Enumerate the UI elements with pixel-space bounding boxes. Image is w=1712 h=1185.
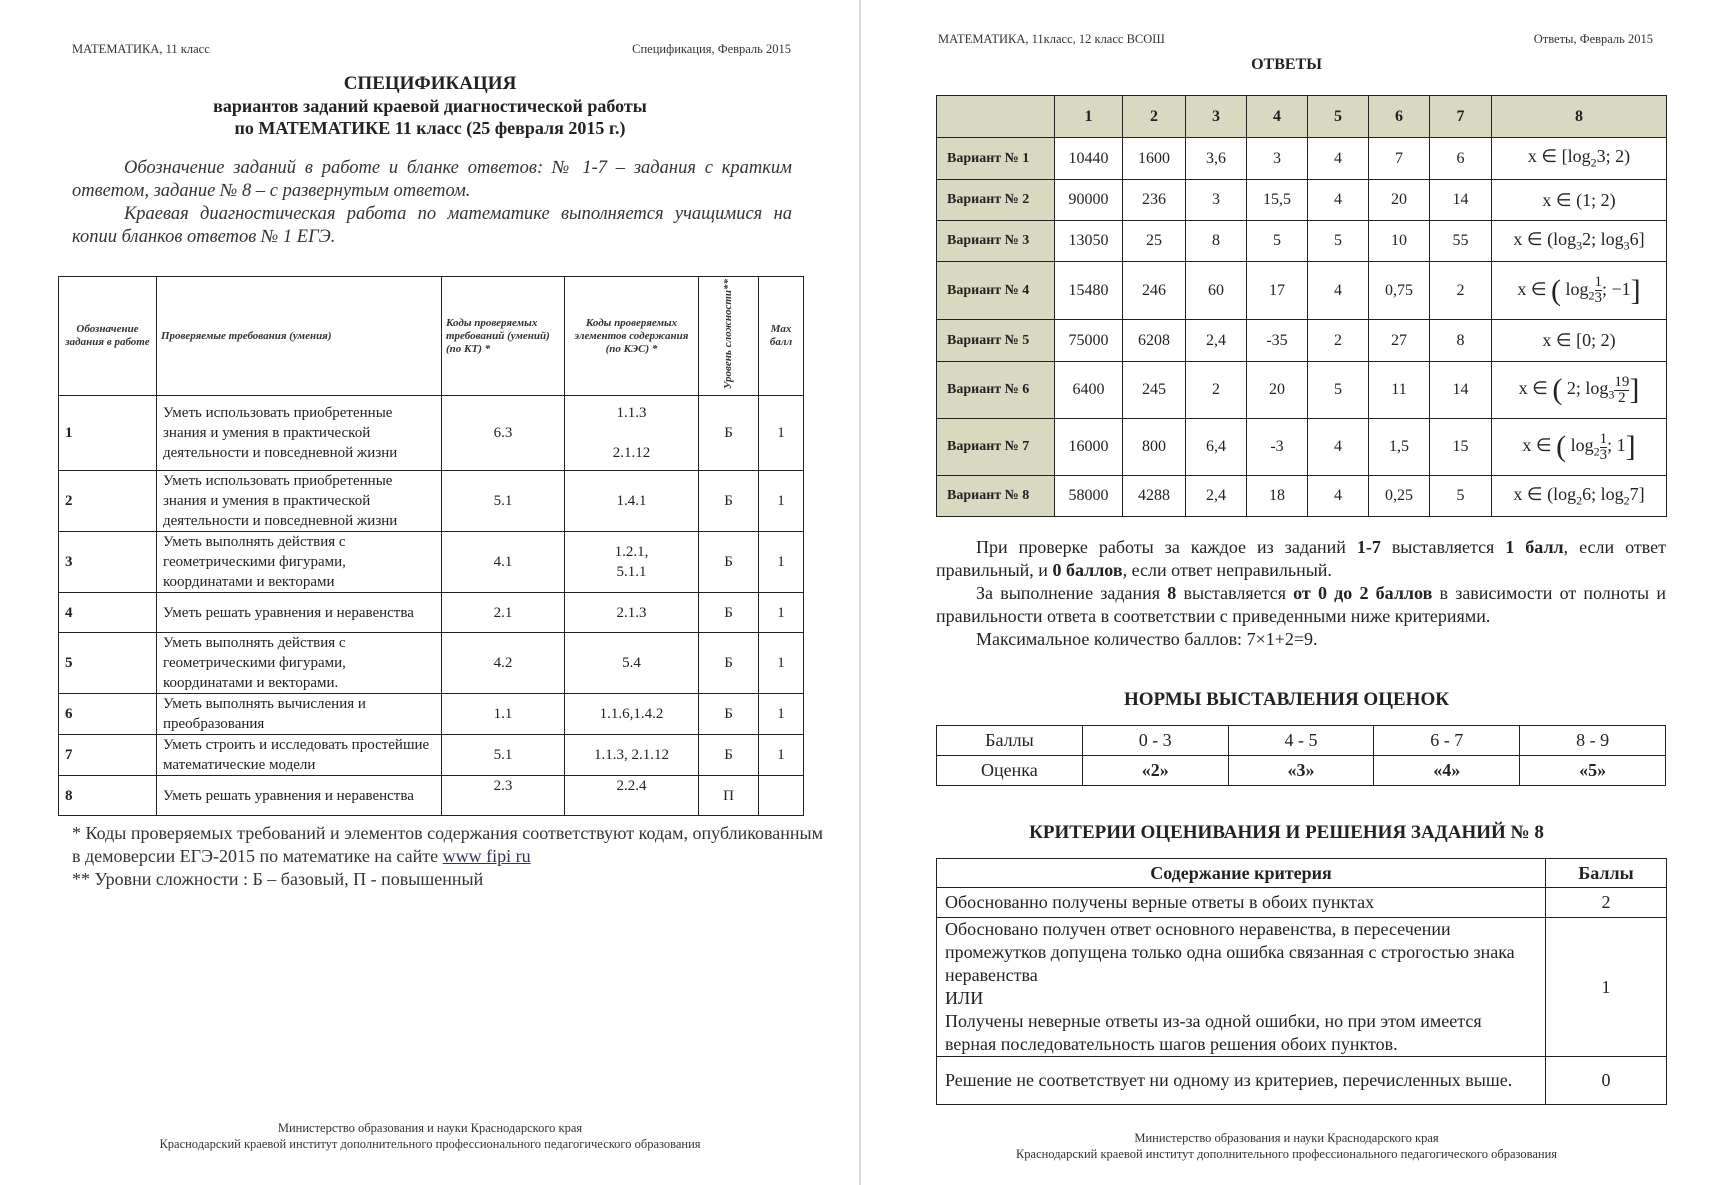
variant-label: Вариант № 8	[937, 476, 1055, 517]
table-cell: 4	[59, 593, 157, 633]
answer-cell: 14	[1430, 362, 1492, 419]
table-cell: 6.3	[442, 396, 565, 471]
answer-cell: 2	[1186, 362, 1247, 419]
math-expression	[1517, 273, 1641, 307]
math-text: ; 1	[1607, 435, 1626, 456]
scoring-paragraph	[936, 582, 1666, 628]
text: выставляется	[1176, 583, 1294, 603]
col-header: Max балл	[759, 277, 804, 396]
answer-cell: 0,25	[1369, 476, 1430, 517]
footer-line: Краснодарский краевой институт дополнительного профессионального педагогического образования	[159, 1137, 701, 1151]
math-text: 2; log	[1582, 228, 1624, 249]
table-cell: 4.1	[442, 532, 565, 593]
text: 1 балл	[1505, 537, 1564, 557]
spec-table	[58, 276, 804, 816]
math-text: x ∈ (log	[1513, 228, 1577, 249]
math-text: 2; log	[1562, 378, 1609, 399]
table-cell: Уметь выполнять вычисления и преобразования	[157, 694, 442, 735]
answer-cell: 6400	[1055, 362, 1123, 419]
footnote-text: * Коды проверяемых требований и элементов содержания соответствуют кодам, опубликованным в демоверсии ЕГЭ-2015 по математике на сайте	[72, 823, 824, 866]
answer-cell: 246	[1123, 262, 1186, 320]
answer-row	[937, 138, 1667, 180]
answer-cell: 58000	[1055, 476, 1123, 517]
title-line: вариантов заданий краевой диагностической работы	[213, 96, 647, 116]
math-expression	[1542, 330, 1615, 350]
table-row	[59, 776, 804, 816]
text: в зависимости от полноты и правильности ответа в соответствии с приведенными ниже критериями.	[936, 583, 1666, 626]
text: , если ответ правильный, и	[936, 537, 1666, 580]
text: За выполнение задания	[976, 583, 1168, 603]
grades-cell: «5»	[1520, 756, 1666, 786]
answers-table	[936, 95, 1667, 517]
grades-cell: 6 - 7	[1374, 726, 1520, 756]
spec-title	[0, 73, 860, 139]
answer-8-cell	[1492, 180, 1667, 221]
math-subscript: 2	[1588, 288, 1595, 303]
grades-row	[937, 726, 1666, 756]
table-cell: Б	[699, 694, 759, 735]
criteria-text	[937, 888, 1546, 918]
math-text: 3; 2)	[1596, 146, 1631, 167]
criteria-text	[937, 1057, 1546, 1105]
table-cell: 2.2.4	[565, 776, 699, 816]
criteria-line: Решение не соответствует ни одному из критериев, перечисленных выше.	[945, 1070, 1513, 1090]
table-cell: 1	[759, 396, 804, 471]
answer-8-cell	[1492, 262, 1667, 320]
variant-label: Вариант № 7	[937, 419, 1055, 476]
answer-cell: 0,75	[1369, 262, 1430, 320]
answer-cell: 6,4	[1186, 419, 1247, 476]
answer-cell: 236	[1123, 180, 1186, 221]
math-text: ; −1	[1602, 278, 1631, 299]
answer-cell: 17	[1247, 262, 1308, 320]
math-text: x ∈	[1522, 435, 1557, 456]
answer-cell: 15	[1430, 419, 1492, 476]
answer-cell: 75000	[1055, 320, 1123, 362]
answer-cell: 1600	[1123, 138, 1186, 180]
table-cell: 2	[59, 471, 157, 532]
table-cell: 1	[759, 735, 804, 776]
table-cell: Уметь использовать приобретенные знания и умения в практической деятельности и повседневной жизни	[157, 396, 442, 471]
intro	[72, 157, 792, 249]
grades-cell: 8 - 9	[1520, 726, 1666, 756]
math-subscript: 2	[1593, 444, 1600, 459]
col-header	[699, 277, 759, 396]
grades-cell: Оценка	[937, 756, 1083, 786]
answer-row	[937, 476, 1667, 517]
math-bracket: ]	[1629, 373, 1640, 406]
footnote-levels: ** Уровни сложности : Б – базовый, П - повышенный	[72, 869, 484, 889]
answers-title: ОТВЕТЫ	[1251, 56, 1322, 73]
table-cell: Уметь выполнять действия с геометрическими фигурами, координатами и векторами.	[157, 633, 442, 694]
scoring-text	[936, 536, 1666, 651]
math-text: log	[1561, 278, 1589, 299]
answer-cell: 14	[1430, 180, 1492, 221]
col-header: 5	[1308, 96, 1369, 138]
col-header: 4	[1247, 96, 1308, 138]
answer-cell: 6	[1430, 138, 1492, 180]
answer-cell: 4	[1308, 262, 1369, 320]
text: 1-7	[1356, 537, 1381, 557]
answer-cell: 2	[1308, 320, 1369, 362]
answer-cell: 245	[1123, 362, 1186, 419]
fipi-link[interactable]: www fipi ru	[442, 846, 531, 866]
header-right: Ответы, Февраль 2015	[1533, 32, 1653, 46]
math-subscript: 2	[1576, 493, 1583, 508]
table-row	[59, 396, 804, 471]
math-bracket: ]	[1630, 273, 1641, 307]
table-cell: 4.2	[442, 633, 565, 694]
table-cell: 2.1.3	[565, 593, 699, 633]
table-cell: Б	[699, 735, 759, 776]
answer-cell: 1,5	[1369, 419, 1430, 476]
answer-cell: 11	[1369, 362, 1430, 419]
grades-table	[936, 725, 1666, 786]
table-cell: 3	[59, 532, 157, 593]
answer-cell: -3	[1247, 419, 1308, 476]
math-text: log	[1566, 435, 1594, 456]
math-fraction	[1614, 375, 1629, 406]
grades-cell: 0 - 3	[1082, 726, 1228, 756]
page-divider	[859, 0, 861, 1185]
math-text: 6]	[1629, 228, 1645, 249]
col-header: 1	[1055, 96, 1123, 138]
table-cell: Б	[699, 593, 759, 633]
table-row	[59, 593, 804, 633]
math-expression	[1513, 228, 1645, 253]
text: 8	[1167, 583, 1177, 603]
answer-cell: 20	[1369, 180, 1430, 221]
table-cell: 8	[59, 776, 157, 816]
col-header	[937, 96, 1055, 138]
math-subscript: 2	[1623, 493, 1630, 508]
col-header: 7	[1430, 96, 1492, 138]
numerator: 1	[1599, 430, 1608, 447]
title-line: по МАТЕМАТИКЕ 11 класс (25 февраля 2015 г.)	[234, 118, 626, 138]
answer-cell: 25	[1123, 221, 1186, 262]
table-cell: 1	[759, 633, 804, 694]
table-cell: 1	[59, 396, 157, 471]
criteria-points: 1	[1546, 918, 1667, 1057]
math-text: x ∈	[1517, 278, 1551, 299]
table-cell: Б	[699, 396, 759, 471]
math-fraction	[1600, 432, 1608, 463]
header-left: МАТЕМАТИКА, 11 класс	[72, 42, 210, 56]
col-header: 3	[1186, 96, 1247, 138]
answer-row	[937, 262, 1667, 320]
answer-8-cell	[1492, 419, 1667, 476]
answer-cell: 2	[1430, 262, 1492, 320]
math-bracket: (	[1552, 373, 1563, 406]
grades-cell: «4»	[1374, 756, 1520, 786]
table-cell: 1	[759, 471, 804, 532]
footnotes	[72, 822, 832, 891]
numerator: 1	[1594, 274, 1603, 290]
answer-cell: 5	[1308, 221, 1369, 262]
table-cell: 5.4	[565, 633, 699, 694]
answer-cell: 800	[1123, 419, 1186, 476]
table-cell: Б	[699, 471, 759, 532]
math-expression	[1527, 146, 1631, 170]
answer-cell: 4	[1308, 419, 1369, 476]
criteria-row	[937, 1057, 1667, 1105]
answer-8-cell	[1492, 320, 1667, 362]
table-cell: 1.1	[442, 694, 565, 735]
criteria-text	[937, 918, 1546, 1057]
math-subscript: 3	[1576, 238, 1583, 253]
math-bracket: (	[1551, 273, 1561, 307]
answer-8-cell	[1492, 476, 1667, 517]
col-header: Коды проверяемых требований (умений) (по КТ) *	[442, 277, 565, 396]
answer-row	[937, 419, 1667, 476]
scoring-paragraph	[936, 536, 1666, 582]
variant-label: Вариант № 2	[937, 180, 1055, 221]
math-bracket: (	[1556, 430, 1567, 463]
math-expression	[1542, 190, 1615, 210]
text: от 0 до 2 баллов	[1293, 583, 1433, 603]
math-subscript: 2	[1590, 155, 1597, 170]
criteria-points: 2	[1546, 888, 1667, 918]
table-row	[59, 694, 804, 735]
table-row	[59, 633, 804, 694]
table-cell: 5.1	[442, 471, 565, 532]
table-cell: 7	[59, 735, 157, 776]
answer-8-cell	[1492, 362, 1667, 419]
answer-cell: 8	[1186, 221, 1247, 262]
denominator: 3	[1599, 446, 1608, 463]
grades-cell: Баллы	[937, 726, 1083, 756]
answer-row	[937, 180, 1667, 221]
table-cell: 1.1.3, 2.1.12	[565, 735, 699, 776]
table-cell: Уметь решать уравнения и неравенства	[157, 776, 442, 816]
answer-cell: 5	[1308, 362, 1369, 419]
grades-title: НОРМЫ ВЫСТАВЛЕНИЯ ОЦЕНОК	[1123, 689, 1449, 710]
intro-paragraph: Обозначение заданий в работе и бланке ответов: № 1-7 – задания с кратким ответом, задание № 8 – с развернутым ответом.	[72, 158, 792, 201]
variant-label: Вариант № 5	[937, 320, 1055, 362]
left-footer	[0, 1120, 860, 1152]
answer-row	[937, 221, 1667, 262]
footnote-codes	[72, 822, 832, 868]
table-cell: 1.4.1	[565, 471, 699, 532]
text: При проверке работы за каждое из заданий	[976, 537, 1357, 557]
variant-label: Вариант № 6	[937, 362, 1055, 419]
math-text: x ∈	[1518, 378, 1553, 399]
table-cell: 2.1	[442, 593, 565, 633]
answer-cell: 4288	[1123, 476, 1186, 517]
answer-row	[937, 320, 1667, 362]
table-row	[59, 532, 804, 593]
answer-cell: 6208	[1123, 320, 1186, 362]
numerator: 19	[1614, 373, 1630, 390]
answer-cell: 4	[1308, 476, 1369, 517]
answer-cell: 16000	[1055, 419, 1123, 476]
variant-label: Вариант № 4	[937, 262, 1055, 320]
math-expression	[1518, 373, 1640, 406]
answer-cell: 3	[1247, 138, 1308, 180]
table-cell: Уметь решать уравнения и неравенства	[157, 593, 442, 633]
title-line: СПЕЦИФИКАЦИЯ	[343, 73, 517, 94]
grades-cell: «3»	[1228, 756, 1374, 786]
col-header: 6	[1369, 96, 1430, 138]
math-text: x ∈ [0; 2)	[1542, 330, 1616, 350]
table-cell: Уметь использовать приобретенные знания и умения в практической деятельности и повседневной жизни	[157, 471, 442, 532]
col-header-text: Уровень сложности**	[722, 279, 734, 390]
denominator: 3	[1594, 290, 1603, 306]
answer-cell: 5	[1430, 476, 1492, 517]
math-text: x ∈ (log	[1513, 483, 1577, 504]
answer-cell: 2,4	[1186, 320, 1247, 362]
math-expression	[1513, 483, 1645, 508]
answer-8-cell	[1492, 221, 1667, 262]
answer-cell: 3	[1186, 180, 1247, 221]
col-header: Содержание критерия	[937, 859, 1546, 888]
text: , если ответ неправильный.	[1122, 560, 1332, 580]
table-cell: 2.3	[442, 776, 565, 816]
criteria-line: Получены неверные ответы из-за одной ошибки, но при этом имеется верная последовательность шагов решения обоих пунктов.	[945, 1011, 1482, 1054]
table-cell	[759, 776, 804, 816]
table-cell: 1.2.1, 5.1.1	[565, 532, 699, 593]
footer-line: Министерство образования и науки Краснодарского края	[1134, 1131, 1439, 1145]
footer-line: Краснодарский краевой институт дополнительного профессионального педагогического образования	[1015, 1147, 1558, 1161]
text: 0 баллов	[1052, 560, 1123, 580]
answer-cell: 2,4	[1186, 476, 1247, 517]
col-header: Коды проверяемых элементов содержания (по КЭС) *	[565, 277, 699, 396]
table-cell: Б	[699, 633, 759, 694]
criteria-title: КРИТЕРИИ ОЦЕНИВАНИЯ И РЕШЕНИЯ ЗАДАНИЙ № 8	[1029, 822, 1544, 843]
answer-cell: 7	[1369, 138, 1430, 180]
header-right: Спецификация, Февраль 2015	[632, 42, 791, 56]
answer-cell: 10440	[1055, 138, 1123, 180]
math-text: x ∈ [log	[1527, 146, 1591, 167]
criteria-row	[937, 888, 1667, 918]
answer-cell: 27	[1369, 320, 1430, 362]
answer-cell: 4	[1308, 180, 1369, 221]
answer-cell: 5	[1247, 221, 1308, 262]
answer-8-cell	[1492, 138, 1667, 180]
answer-cell: 13050	[1055, 221, 1123, 262]
col-header: 2	[1123, 96, 1186, 138]
table-cell: Уметь строить и исследовать простейшие математические модели	[157, 735, 442, 776]
answer-cell: 8	[1430, 320, 1492, 362]
max-score: Максимальное количество баллов: 7×1+2=9.	[976, 629, 1318, 649]
math-subscript: 3	[1608, 387, 1615, 402]
answer-cell: 15480	[1055, 262, 1123, 320]
table-cell: 6	[59, 694, 157, 735]
criteria-line: Обосновано получен ответ основного неравенства, в пересечении промежутков допущена только одна ошибка связанная с строгостью знака неравенства	[945, 919, 1515, 985]
footer-line: Министерство образования и науки Краснодарского края	[277, 1121, 583, 1135]
variant-label: Вариант № 1	[937, 138, 1055, 180]
criteria-row	[937, 918, 1667, 1057]
table-cell: 1.1.3 2.1.12	[565, 396, 699, 471]
col-header: 8	[1492, 96, 1667, 138]
col-header: Проверяемые требования (умения)	[157, 277, 442, 396]
math-text: 6; log	[1582, 483, 1624, 504]
table-cell: 1.1.6,1.4.2	[565, 694, 699, 735]
criteria-line: Обоснованно получены верные ответы в обоих пунктах	[945, 892, 1375, 912]
table-cell: Уметь выполнять действия с геометрическими фигурами, координатами и векторами	[157, 532, 442, 593]
math-text: 7]	[1629, 483, 1645, 504]
answer-cell: 3,6	[1186, 138, 1247, 180]
math-fraction	[1595, 275, 1603, 306]
answer-row	[937, 362, 1667, 419]
criteria-table	[936, 858, 1667, 1105]
answer-cell: 55	[1430, 221, 1492, 262]
answer-cell: 18	[1247, 476, 1308, 517]
col-header: Баллы	[1546, 859, 1667, 888]
answer-cell: 20	[1247, 362, 1308, 419]
table-cell: 1	[759, 694, 804, 735]
criteria-points: 0	[1546, 1057, 1667, 1105]
answer-cell: 4	[1308, 138, 1369, 180]
answer-cell: 10	[1369, 221, 1430, 262]
table-row	[59, 471, 804, 532]
col-header: Обозначение задания в работе	[59, 277, 157, 396]
answer-cell: 60	[1186, 262, 1247, 320]
table-cell: 1	[759, 532, 804, 593]
math-expression	[1522, 430, 1636, 463]
grades-cell: «2»	[1082, 756, 1228, 786]
grades-cell: 4 - 5	[1228, 726, 1374, 756]
text: выставляется	[1380, 537, 1506, 557]
math-bracket: ]	[1625, 430, 1636, 463]
math-text: x ∈ (1; 2)	[1542, 189, 1616, 210]
criteria-line: ИЛИ	[945, 988, 984, 1008]
grades-row	[937, 756, 1666, 786]
table-cell: Б	[699, 532, 759, 593]
intro-paragraph: Краевая диагностическая работа по математике выполняется учащимися на копии бланков ответов № 1 ЕГЭ.	[72, 204, 792, 247]
table-cell: 5.1	[442, 735, 565, 776]
table-cell: П	[699, 776, 759, 816]
answer-cell: 15,5	[1247, 180, 1308, 221]
denominator: 2	[1618, 389, 1626, 406]
table-cell: 5	[59, 633, 157, 694]
header-left: МАТЕМАТИКА, 11класс, 12 класс ВСОШ	[938, 32, 1165, 46]
answer-cell: -35	[1247, 320, 1308, 362]
variant-label: Вариант № 3	[937, 221, 1055, 262]
answer-cell: 90000	[1055, 180, 1123, 221]
table-row	[59, 735, 804, 776]
math-subscript: 3	[1623, 238, 1630, 253]
table-cell: 1	[759, 593, 804, 633]
right-footer	[861, 1130, 1712, 1162]
